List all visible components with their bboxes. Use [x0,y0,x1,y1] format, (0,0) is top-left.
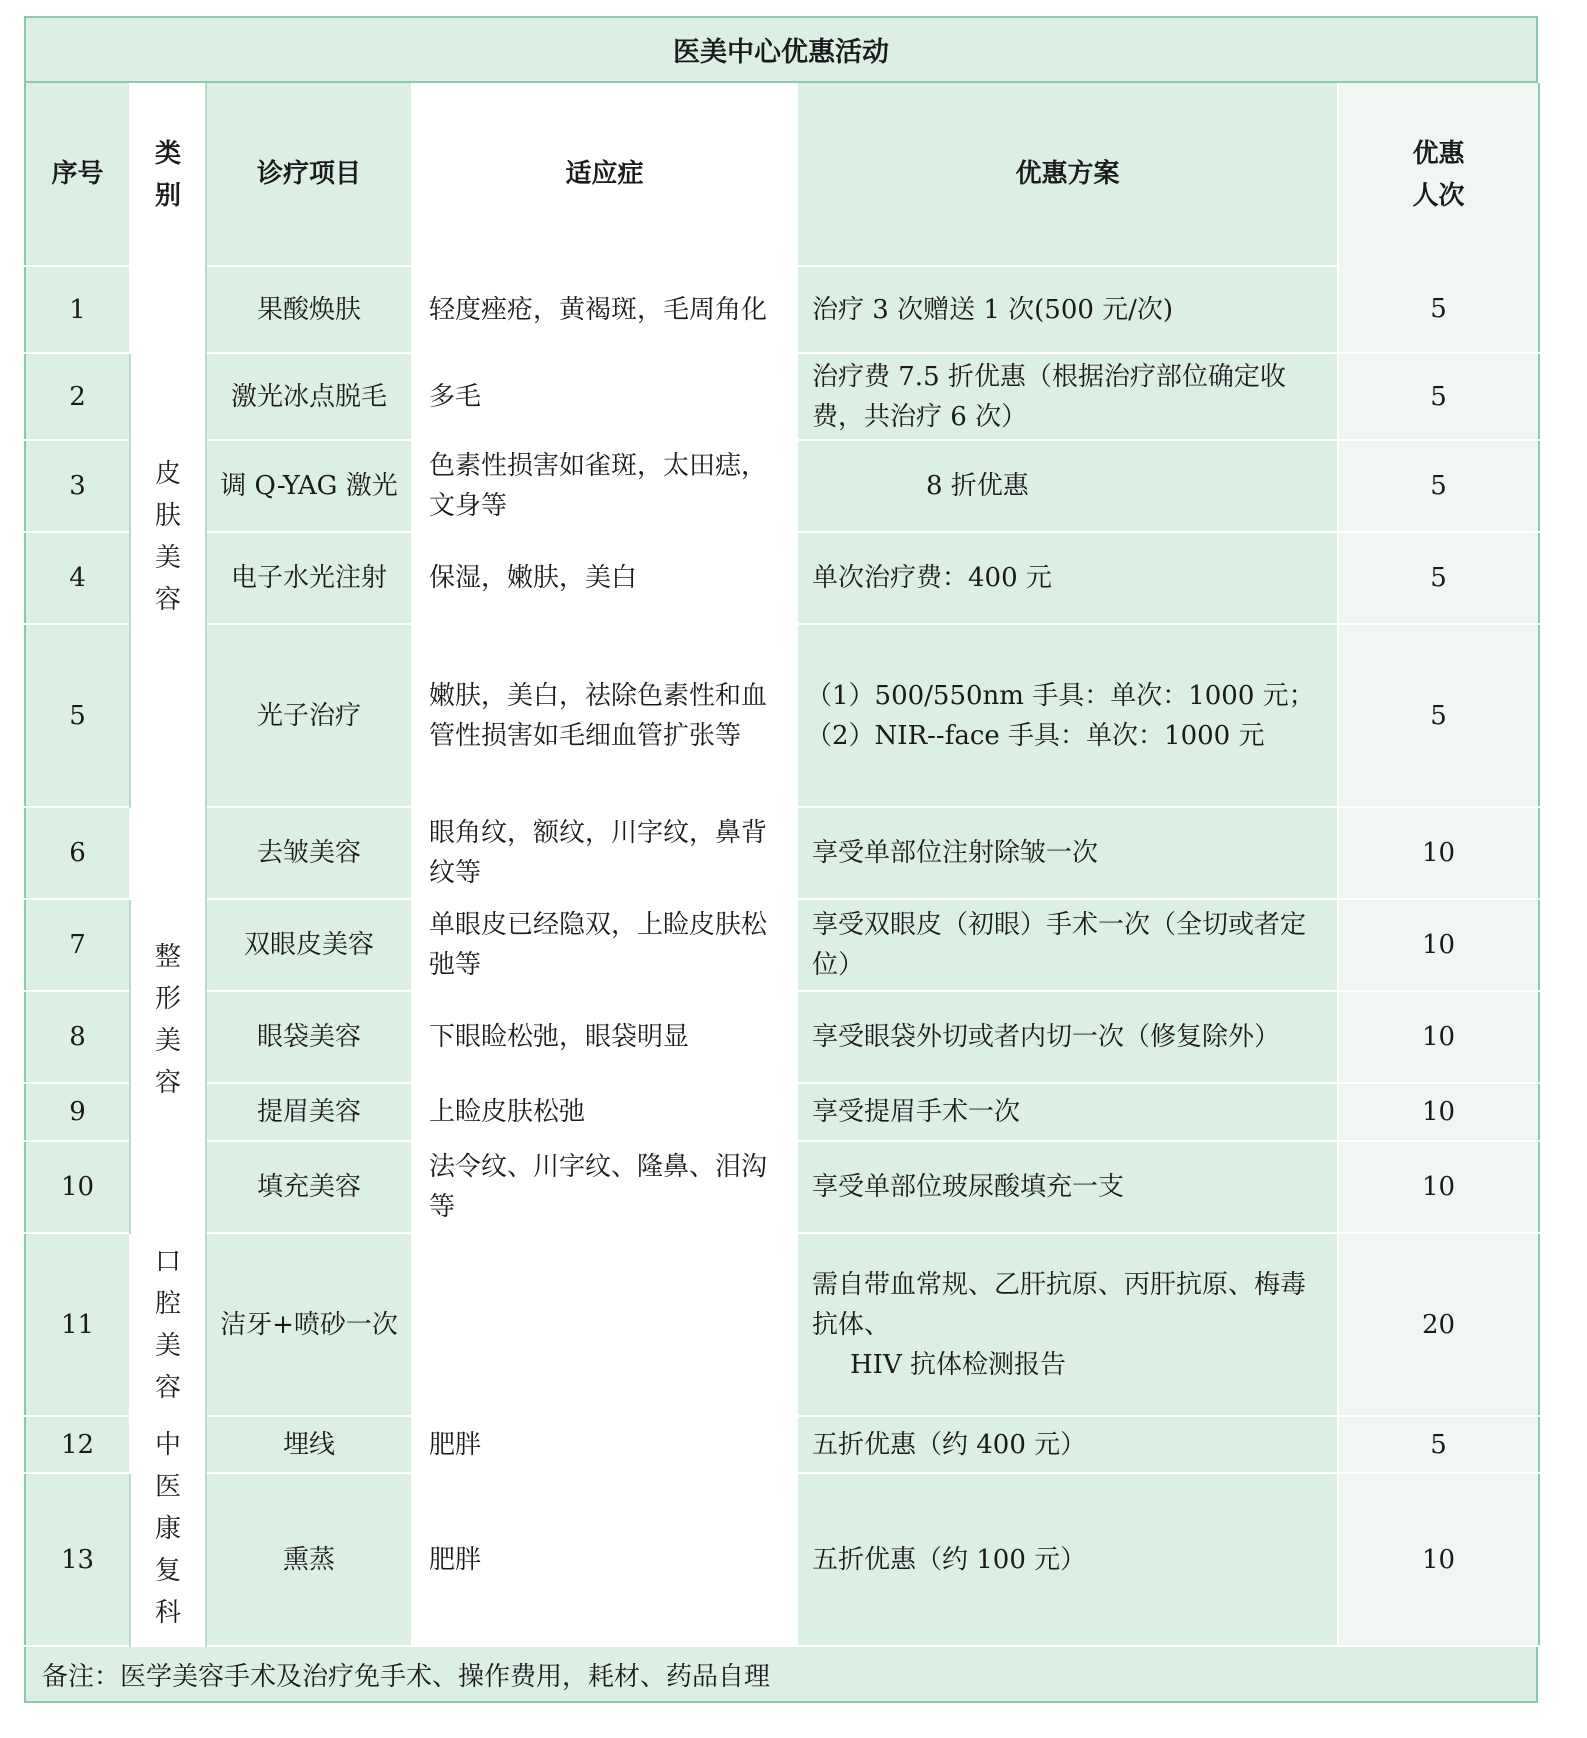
row-plan: 五折优惠（约 400 元） [797,1416,1338,1473]
row-count: 10 [1338,1473,1539,1646]
row-plan: 五折优惠（约 100 元） [797,1473,1338,1646]
row-item: 电子水光注射 [206,532,412,624]
row-indication: 上睑皮肤松弛 [412,1083,797,1141]
plan-line-1: 需自带血常规、乙肝抗原、丙肝抗原、梅毒抗体、 [812,1269,1307,1340]
row-plan: 享受单部位注射除皱一次 [797,807,1338,899]
row-count: 10 [1338,1083,1539,1141]
row-idx: 1 [25,266,130,353]
row-idx: 13 [25,1473,130,1646]
plan-line-2: HIV 抗体检测报告 [850,1349,1066,1380]
row-indication: 单眼皮已经隐双，上睑皮肤松弛等 [412,899,797,991]
row-item: 熏蒸 [206,1473,412,1646]
table-row [25,1233,1539,1416]
row-idx: 4 [25,532,130,624]
table-row [25,624,1539,807]
row-item: 果酸焕肤 [206,266,412,353]
row-idx: 2 [25,353,130,440]
row-count: 10 [1338,899,1539,991]
row-idx: 9 [25,1083,130,1141]
row-count: 5 [1338,1416,1539,1473]
table-row [25,807,1539,899]
row-plan: 享受单部位玻尿酸填充一支 [797,1141,1338,1233]
table-title: 医美中心优惠活动 [24,16,1538,83]
table-row [25,991,1539,1083]
row-idx: 8 [25,991,130,1083]
row-plan: 单次治疗费：400 元 [797,532,1338,624]
row-indication: 下眼睑松弛，眼袋明显 [412,991,797,1083]
table-row [25,1083,1539,1141]
row-idx: 3 [25,440,130,532]
row-idx: 11 [25,1233,130,1416]
row-item: 洁牙+喷砂一次 [206,1233,412,1416]
row-item: 提眉美容 [206,1083,412,1141]
table-row [25,266,1539,353]
row-idx: 7 [25,899,130,991]
plan-line-2: （2）NIR--face 手具：单次：1000 元 [806,720,1265,751]
category-cell: 皮肤美容 [130,266,206,807]
row-count: 5 [1338,266,1539,353]
row-idx: 5 [25,624,130,807]
row-count: 5 [1338,440,1539,532]
row-indication: 嫩肤，美白，祛除色素性和血管性损害如毛细血管扩张等 [412,624,797,807]
table-row [25,1416,1539,1473]
plan-line-1: （1）500/550nm 手具：单次：1000 元； [806,680,1315,711]
row-count: 5 [1338,532,1539,624]
promo-document [24,16,1538,1703]
row-count: 5 [1338,353,1539,440]
header-item: 诊疗项目 [206,83,412,266]
remark-note: 备注：医学美容手术及治疗免手术、操作费用，耗材、药品自理 [24,1647,1538,1703]
header-row [25,83,1539,266]
row-plan: 治疗费 7.5 折优惠（根据治疗部位确定收费，共治疗 6 次） [797,353,1338,440]
row-count: 10 [1338,1141,1539,1233]
header-category: 类别 [130,83,206,266]
row-indication: 肥胖 [412,1473,797,1646]
row-item: 激光冰点脱毛 [206,353,412,440]
category-cell: 口腔美容 [130,1233,206,1416]
table-row [25,1473,1539,1646]
row-idx: 10 [25,1141,130,1233]
row-plan: 享受双眼皮（初眼）手术一次（全切或者定位） [797,899,1338,991]
table-row [25,532,1539,624]
promo-table [24,83,1540,1647]
category-cell: 整形美容 [130,807,206,1233]
row-item: 去皱美容 [206,807,412,899]
row-indication: 色素性损害如雀斑，太田痣，文身等 [412,440,797,532]
row-item: 填充美容 [206,1141,412,1233]
row-item: 埋线 [206,1416,412,1473]
row-indication: 轻度痤疮，黄褐斑，毛周角化 [412,266,797,353]
table-row [25,353,1539,440]
row-plan: 8 折优惠 [797,440,1338,532]
row-idx: 12 [25,1416,130,1473]
row-indication [412,1233,797,1416]
header-idx: 序号 [25,83,130,266]
header-count: 优惠人次 [1338,83,1539,266]
category-cell: 中医康复科 [130,1416,206,1646]
header-plan: 优惠方案 [797,83,1338,266]
table-row [25,1141,1539,1233]
row-item: 双眼皮美容 [206,899,412,991]
row-idx: 6 [25,807,130,899]
row-item: 光子治疗 [206,624,412,807]
row-count: 10 [1338,991,1539,1083]
row-count: 10 [1338,807,1539,899]
row-indication: 眼角纹，额纹，川字纹，鼻背纹等 [412,807,797,899]
row-plan: 治疗 3 次赠送 1 次(500 元/次) [797,266,1338,353]
table-row [25,899,1539,991]
header-indication: 适应症 [412,83,797,266]
row-plan: 享受眼袋外切或者内切一次（修复除外） [797,991,1338,1083]
row-indication: 保湿，嫩肤，美白 [412,532,797,624]
row-plan: 享受提眉手术一次 [797,1083,1338,1141]
row-item: 眼袋美容 [206,991,412,1083]
row-count: 5 [1338,624,1539,807]
row-indication: 多毛 [412,353,797,440]
row-plan [797,1233,1338,1416]
row-indication: 法令纹、川字纹、隆鼻、泪沟等 [412,1141,797,1233]
row-plan [797,624,1338,807]
row-indication: 肥胖 [412,1416,797,1473]
table-row [25,440,1539,532]
row-item: 调 Q-YAG 激光 [206,440,412,532]
row-count: 20 [1338,1233,1539,1416]
